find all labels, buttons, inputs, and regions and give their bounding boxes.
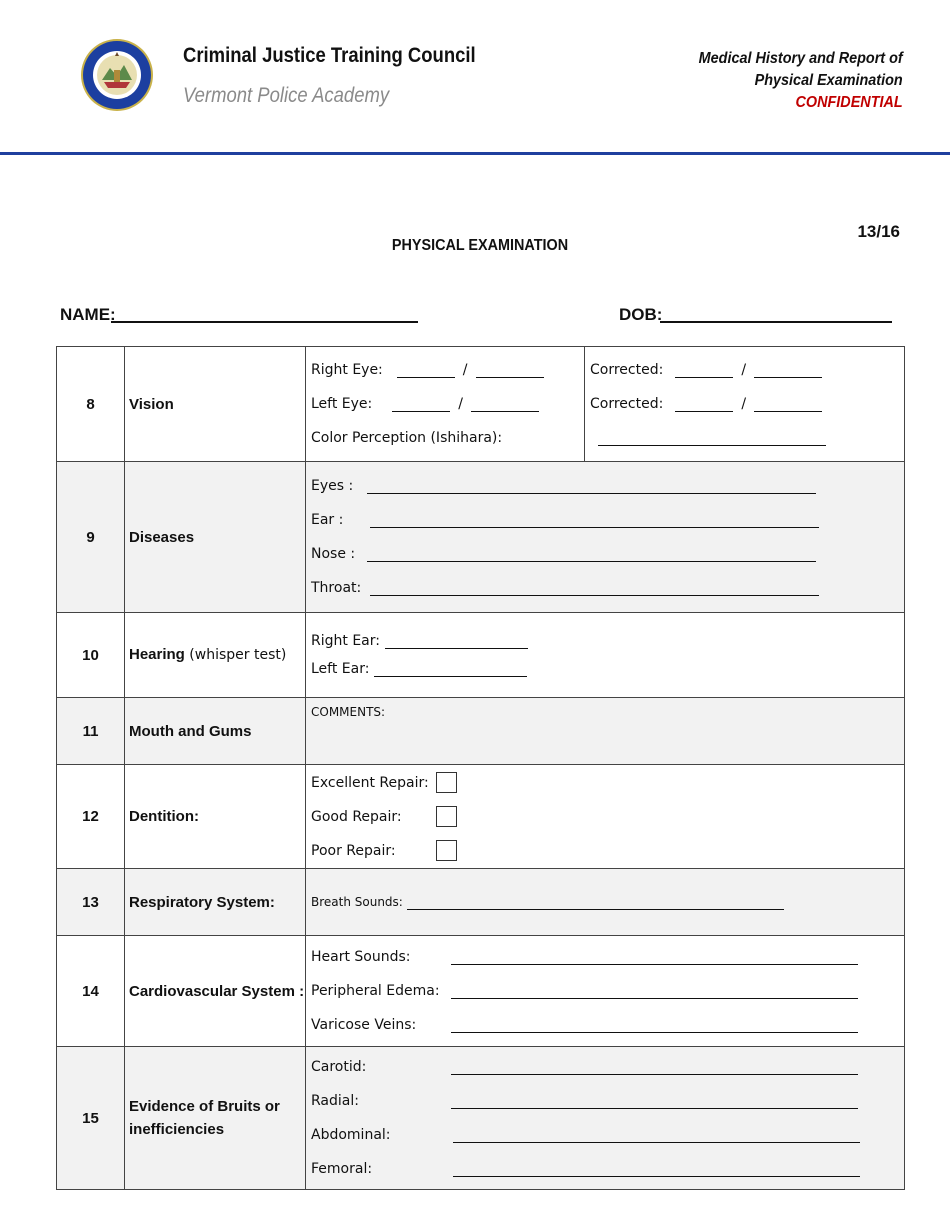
heart-sounds-field[interactable] — [451, 950, 858, 965]
corrected-left-field-1[interactable] — [675, 397, 733, 412]
varicose-veins-field[interactable] — [451, 1018, 858, 1033]
row-number: 10 — [57, 613, 125, 698]
excellent-repair-checkbox[interactable] — [436, 772, 457, 793]
peripheral-edema-label: Peripheral Edema: — [311, 983, 440, 999]
breath-sounds-field[interactable] — [407, 895, 784, 910]
ear-field[interactable] — [370, 513, 819, 528]
page-number: 13/16 — [857, 222, 900, 241]
poor-repair-checkbox[interactable] — [436, 840, 457, 861]
row-cardiovascular — [57, 936, 905, 1047]
row-mouth-gums — [57, 698, 905, 765]
row-number: 12 — [57, 765, 125, 869]
org-title: Criminal Justice Training Council — [183, 44, 476, 67]
diseases-cell — [306, 462, 905, 613]
whisper-test-label: (whisper test) — [184, 647, 287, 663]
left-ear-label: Left Ear: — [311, 661, 370, 677]
corrected-label-2: Corrected: — [590, 396, 664, 412]
respiratory-cell — [306, 869, 905, 936]
slash: / — [741, 362, 747, 378]
color-perception-field[interactable] — [598, 431, 826, 446]
dob-field[interactable] — [660, 321, 892, 323]
left-eye-field-2[interactable] — [471, 397, 539, 412]
right-eye-label: Right Eye: — [311, 362, 383, 378]
exam-table — [56, 346, 905, 1190]
doc-title-line1: Medical History and Report of — [698, 50, 903, 67]
dentition-cell — [306, 765, 905, 869]
breath-sounds-label: Breath Sounds: — [311, 895, 403, 909]
bruits-cell — [306, 1047, 905, 1190]
hearing-label: Hearing — [129, 646, 185, 663]
name-label: NAME: — [60, 305, 116, 324]
bruits-label-line2: inefficiencies — [129, 1121, 225, 1138]
row-number: 14 — [57, 936, 125, 1047]
row-dentition — [57, 765, 905, 869]
row-label: Diseases — [125, 462, 306, 613]
row-number: 13 — [57, 869, 125, 936]
heart-sounds-label: Heart Sounds: — [311, 949, 411, 965]
header-divider — [0, 152, 950, 155]
nose-field[interactable] — [367, 547, 816, 562]
abdominal-label: Abdominal: — [311, 1127, 391, 1143]
row-label — [125, 613, 306, 698]
good-repair-label: Good Repair: — [311, 808, 402, 825]
corrected-right-field-2[interactable] — [754, 363, 822, 378]
name-field[interactable] — [111, 321, 418, 323]
eyes-label: Eyes : — [311, 478, 354, 494]
comments-field[interactable] — [306, 698, 905, 765]
poor-repair-label: Poor Repair: — [311, 842, 396, 859]
color-perception-label: Color Perception (Ishihara): — [311, 430, 503, 446]
slash: / — [458, 396, 463, 412]
left-eye-field-1[interactable] — [392, 397, 450, 412]
page-title: PHYSICAL EXAMINATION — [391, 237, 569, 254]
vermont-seal-logo — [80, 38, 154, 112]
document-title-block — [699, 48, 903, 114]
right-ear-field[interactable] — [385, 634, 528, 649]
carotid-field[interactable] — [451, 1060, 858, 1075]
left-ear-field[interactable] — [374, 662, 527, 677]
row-hearing — [57, 613, 905, 698]
throat-label: Throat: — [311, 580, 362, 596]
row-number: 15 — [57, 1047, 125, 1190]
row-label: Vision — [125, 347, 306, 462]
org-subtitle: Vermont Police Academy — [183, 84, 390, 107]
row-label: Respiratory System: — [125, 869, 306, 936]
peripheral-edema-field[interactable] — [451, 984, 858, 999]
row-label: Cardiovascular System : — [125, 936, 306, 1047]
excellent-repair-label: Excellent Repair: — [311, 774, 429, 791]
vision-eyes-cell — [306, 347, 585, 462]
corrected-label-1: Corrected: — [590, 362, 664, 378]
row-label: Dentition: — [125, 765, 306, 869]
hearing-cell — [306, 613, 905, 698]
row-label: Mouth and Gums — [125, 698, 306, 765]
femoral-label: Femoral: — [311, 1161, 373, 1177]
confidential-label: CONFIDENTIAL — [795, 94, 903, 111]
dob-label: DOB: — [619, 305, 663, 324]
abdominal-field[interactable] — [453, 1128, 860, 1143]
row-label — [125, 1047, 306, 1190]
throat-field[interactable] — [370, 581, 819, 596]
right-ear-label: Right Ear: — [311, 633, 380, 649]
corrected-left-field-2[interactable] — [754, 397, 822, 412]
cardiovascular-cell — [306, 936, 905, 1047]
ear-label: Ear : — [311, 512, 344, 528]
row-number: 11 — [57, 698, 125, 765]
vision-corrected-cell — [585, 347, 905, 462]
femoral-field[interactable] — [453, 1162, 860, 1177]
corrected-right-field-1[interactable] — [675, 363, 733, 378]
nose-label: Nose : — [311, 546, 356, 562]
right-eye-field-1[interactable] — [397, 363, 455, 378]
carotid-label: Carotid: — [311, 1059, 367, 1075]
right-eye-field-2[interactable] — [476, 363, 544, 378]
row-vision — [57, 347, 905, 462]
row-number: 9 — [57, 462, 125, 613]
good-repair-checkbox[interactable] — [436, 806, 457, 827]
row-number: 8 — [57, 347, 125, 462]
row-diseases — [57, 462, 905, 613]
slash: / — [462, 362, 468, 378]
row-bruits — [57, 1047, 905, 1190]
varicose-veins-label: Varicose Veins: — [311, 1017, 417, 1033]
eyes-field[interactable] — [367, 479, 816, 494]
row-respiratory — [57, 869, 905, 936]
left-eye-label: Left Eye: — [311, 396, 373, 412]
bruits-label-line1: Evidence of Bruits or — [129, 1098, 280, 1115]
radial-field[interactable] — [451, 1094, 858, 1109]
slash: / — [741, 396, 747, 412]
comments-label: COMMENTS: — [311, 705, 386, 719]
doc-title-line2: Physical Examination — [754, 72, 903, 89]
radial-label: Radial: — [311, 1093, 359, 1109]
